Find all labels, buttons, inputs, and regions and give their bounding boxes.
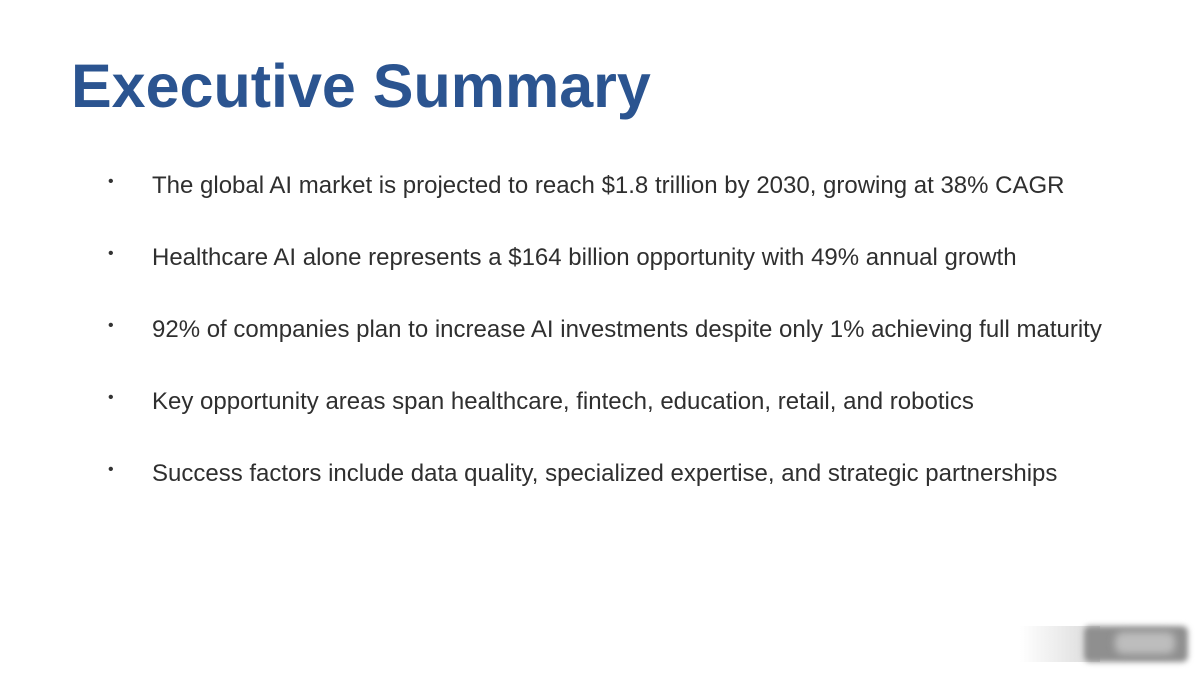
bullet-text: Success factors include data quality, specialized expertise, and strategic partnerships <box>152 460 1058 487</box>
bullet-item <box>0 386 1200 426</box>
bullet-item <box>0 314 1200 354</box>
bullet-text: Healthcare AI alone represents a $164 billion opportunity with 49% annual growth <box>152 244 1017 271</box>
slide-title: Executive Summary <box>71 52 651 120</box>
bullet-item <box>0 242 1200 282</box>
bullet-dot-icon: • <box>108 173 114 190</box>
bullet-dot-icon: • <box>108 461 114 478</box>
watermark-smudge <box>1020 622 1190 664</box>
watermark-blob-highlight <box>1115 632 1175 654</box>
bullet-dot-icon: • <box>108 317 114 334</box>
bullet-item <box>0 170 1200 210</box>
bullet-text: The global AI market is projected to reach $1.8 trillion by 2030, growing at 38% CAGR <box>152 172 1065 199</box>
bullet-text: Key opportunity areas span healthcare, fintech, education, retail, and robotics <box>152 388 974 415</box>
bullet-dot-icon: • <box>108 245 114 262</box>
bullet-dot-icon: • <box>108 389 114 406</box>
bullet-item <box>0 458 1200 498</box>
bullet-text: 92% of companies plan to increase AI investments despite only 1% achieving full maturity <box>152 316 1102 343</box>
